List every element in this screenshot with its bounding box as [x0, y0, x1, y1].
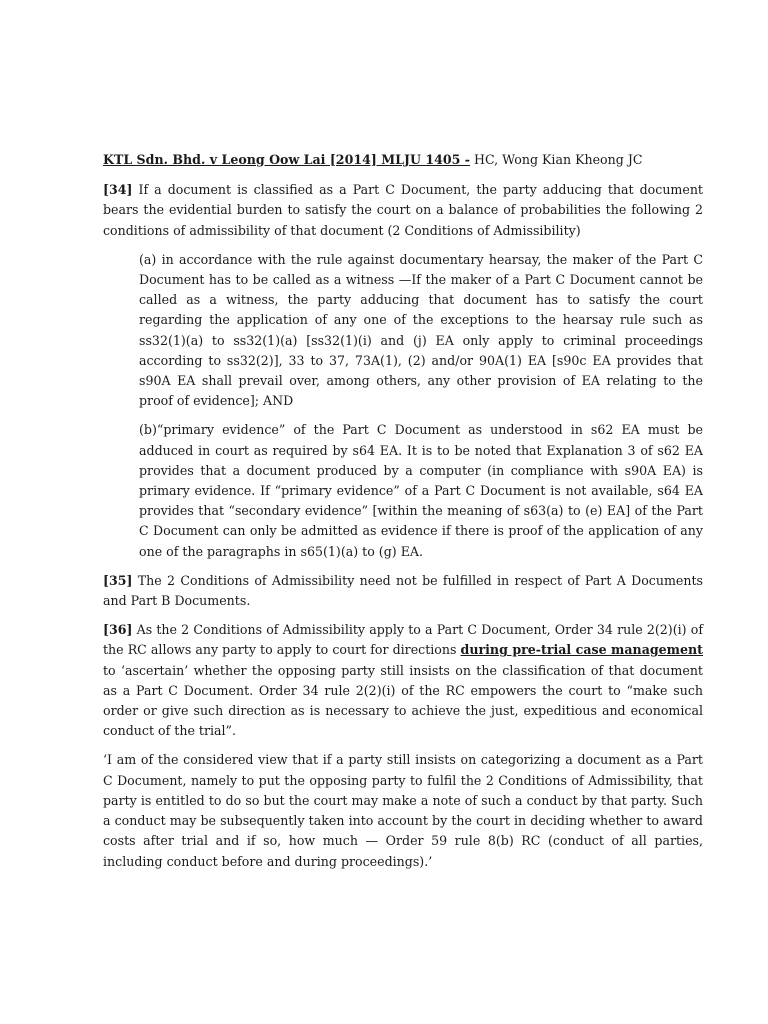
- paragraph-number: [34]: [103, 182, 133, 198]
- subparagraph-b: (b)“primary evidence” of the Part C Document as understood in s62 EA must be adduced in court as required by s64 EA. It is to be noted that Explanation 3 of s62 EA provides that a document produced by a computer (in compliance with s90A EA) is primary evidence. If “primary evidence” of a Part C Document is not available, s64 EA provides that “secondary evidence” [within the meaning of s63(a) to (e) EA] of the Part C Document can only be admitted as evidence if there is proof of the application of any one of the paragraphs in s65(1)(a) to (g) EA.: [139, 422, 703, 559]
- paragraph-36: [103, 620, 703, 741]
- paragraph-text: The 2 Conditions of Admissibility need not be fulfilled in respect of Part A Documents and Part B Documents.: [103, 572, 703, 609]
- paragraph-text: If a document is classified as a Part C Document, the party adducing that document bears the evidential burden to satisfy the court on a balance of probabilities the following 2 conditions of admissibility of that document (2 Conditions of Admissibility): [103, 182, 703, 238]
- paragraph-35: [103, 571, 703, 611]
- case-heading: [103, 150, 703, 170]
- paragraph-text: As the 2 Conditions of Admissibility apply to a Part C Document, Order 34 rule 2(2)(i) of the RC allows any party to apply to court for directions: [103, 622, 703, 658]
- court-judge: HC, Wong Kian Kheong JC: [470, 152, 643, 167]
- document-page: [103, 150, 703, 872]
- quoted-passage: ‘I am of the considered view that if a party still insists on categorizing a document as a Part C Document, namely to put the opposing party to fulfil the 2 Conditions of Admissibility, that party is entitled to do so but the court may make a note of such a conduct by that party. Such a conduct may be subsequently taken into account by the court in deciding whether to award costs after trial and if so, how much — Order 59 rule 8(b) RC (conduct of all parties, including conduct before and during proceedings).’: [103, 752, 703, 869]
- paragraph-34: [103, 180, 703, 241]
- emphasized-phrase: during pre-trial case management: [460, 642, 703, 658]
- subparagraph-a: (a) in accordance with the rule against documentary hearsay, the maker of the Part C Document has to be called as a witness —If the maker of a Part C Document cannot be called as a witness, the party adducing that document has to satisfy the court regarding the application of any one of the exceptions to the hearsay rule such as ss32(1)(a) to ss32(1)(a) [ss32(1)(i) and (j) EA only apply to criminal proceedings according to ss32(2)], 33 to 37, 73A(1), (2) and/or 90A(1) EA [s90c EA provides that s90A EA shall prevail over, among others, any other provision of EA relating to the proof of evidence]; AND: [139, 251, 703, 409]
- paragraph-number: [35]: [103, 572, 133, 588]
- paragraph-number: [36]: [103, 622, 133, 638]
- case-citation: KTL Sdn. Bhd. v Leong Oow Lai [2014] MLJU 1405 -: [103, 152, 470, 167]
- paragraph-text-continued: to ‘ascertain’ whether the opposing party still insists on the classification of that document as a Part C Document. Order 34 rule 2(2)(i) of the RC empowers the court to “make such order or give such direction as is necessary to achieve the just, expeditious and economical conduct of the trial”.: [103, 662, 703, 739]
